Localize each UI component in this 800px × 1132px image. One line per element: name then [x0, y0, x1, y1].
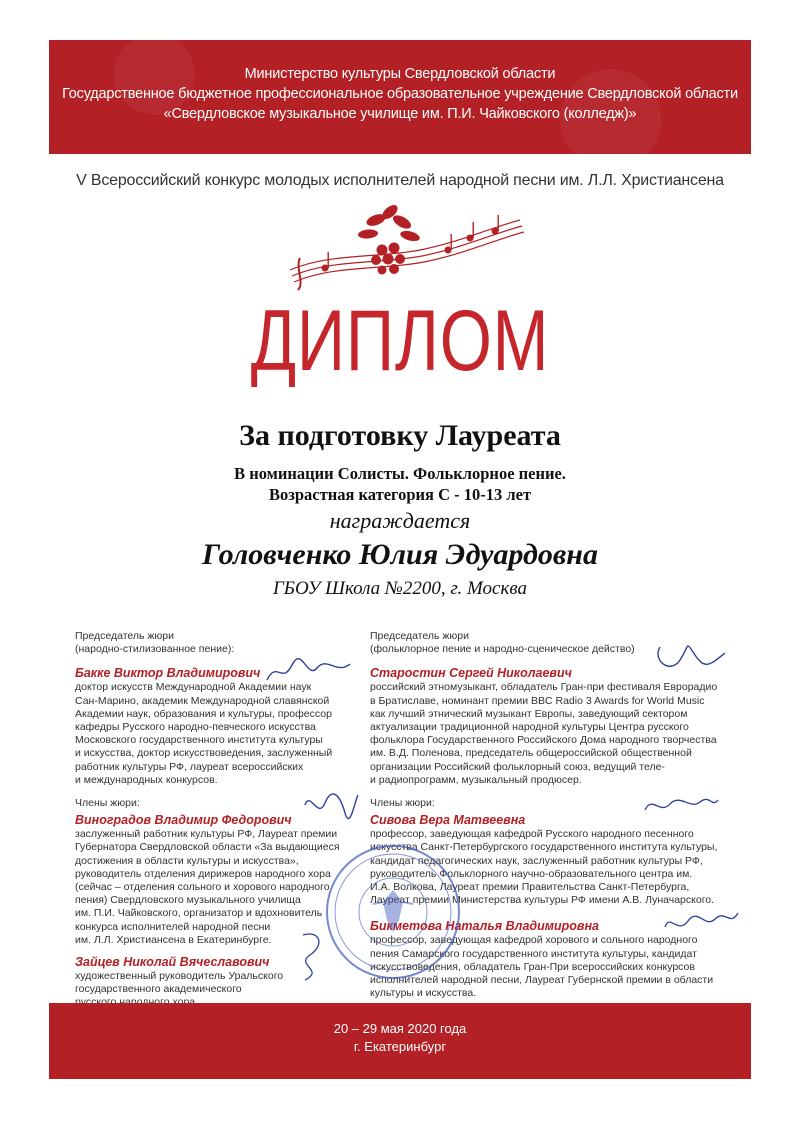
footer-banner — [49, 1003, 751, 1079]
desc-line: Сан-Марино, академик Международной славянской — [75, 694, 330, 707]
event-dates: 20 – 29 мая 2020 года — [333, 1021, 467, 1036]
desc-line: (сейчас – отделения сольного и хорового народного — [75, 881, 330, 894]
desc-line: им. В.Д. Поленова, председатель общероссийской общественной — [370, 747, 692, 760]
chair-sublabel: (фольклорное пение и народно-сценическое действо) — [370, 643, 635, 656]
age-category-line: Возрастная категория С - 10-13 лет — [268, 485, 532, 504]
member-name: Сивова Вера Матвеевна — [370, 813, 526, 828]
chair-name: Старостин Сергей Николаевич — [370, 666, 572, 681]
rowan-music-ornament-icon — [270, 198, 530, 298]
recipient-name: Головченко Юлия Эдуардовна — [202, 538, 598, 571]
desc-line: им. П.И. Чайковского, организатор и вдохновитель — [75, 907, 323, 920]
member-name: Бикметова Наталья Владимировна — [370, 919, 599, 934]
desc-line: как лучший этнический музыкант Европы, заведующий сектором — [370, 707, 688, 720]
member-name: Виноградов Владимир Федорович — [75, 813, 292, 828]
desc-line: культуры и искусства. — [370, 987, 477, 1000]
desc-line: заслуженный работник культуры РФ, Лауреат премии — [75, 828, 338, 841]
chair-sublabel: (народно-стилизованное пение): — [75, 643, 235, 656]
institution-line: Государственное бюджетное профессиональное образовательное учреждение Свердловской области — [62, 86, 738, 102]
nomination-line: В номинации Солисты. Фольклорное пение. — [234, 464, 566, 483]
awarded-label: награждается — [329, 508, 471, 533]
desc-line: кафедры Русского народно-певческого искусства — [75, 721, 316, 734]
chair-description — [370, 681, 740, 787]
members-label: Члены жюри: — [370, 797, 435, 810]
desc-line: в Братиславе, номинант премии BBC Radio 3 Awards for World Music — [370, 694, 705, 707]
desc-line: российский этномузыкант, обладатель Гран-при фестиваля Еврорадио — [370, 681, 718, 694]
chair-label: Председатель жюри — [370, 630, 470, 642]
desc-line: работник культуры РФ, лауреат всероссийских — [75, 760, 304, 773]
desc-line: им. Л.Л. Христиансена в Екатеринбурге. — [75, 933, 272, 946]
desc-line: искусства Санкт-Петербургского государственного института культуры, — [370, 841, 718, 854]
ministry-line: Министерство культуры Свердловской области — [244, 66, 556, 82]
desc-line: искусствоведения, обладатель Гран-При всероссийских конкурсов — [370, 960, 695, 973]
chair-label: Председатель жюри — [75, 630, 175, 642]
desc-line: исполнителей народной песни, Лауреат Губернской премии в области — [370, 974, 714, 987]
desc-line: руководитель Фольклорного научно-образовательного центра им. — [370, 867, 693, 880]
desc-line: достижения в области культуры и искусства», — [75, 854, 299, 867]
desc-line: Губернатора Свердловской области «За выдающиеся — [75, 841, 340, 854]
desc-line: государственного академического — [75, 983, 242, 996]
desc-line: художественный руководитель Уральского — [75, 970, 284, 983]
official-stamp-icon — [323, 842, 463, 982]
signature-bakke-icon — [262, 650, 352, 690]
desc-line: руководитель отделения дирижеров народного хора — [75, 867, 331, 880]
chair-description — [75, 681, 365, 787]
desc-line: фольклора Государственного Российского Дома народного творчества — [370, 734, 717, 747]
desc-line: профессор, заведующая кафедрой Русского народного песенного — [370, 828, 694, 841]
contest-title: V Всероссийский конкурс молодых исполнителей народной песни им. Л.Л. Христиансена — [76, 172, 724, 189]
signature-bikmetova-icon — [660, 905, 740, 940]
members-label: Члены жюри: — [75, 797, 140, 810]
signature-vinogradov-icon — [300, 785, 360, 830]
desc-line: пения Самарского государственного института культуры, кандидат — [370, 947, 697, 960]
desc-line: актуализации традиционной народной культуры Центра русского — [370, 721, 689, 734]
school-line: ГБОУ Школа №2200, г. Москва — [272, 578, 527, 599]
event-city: г. Екатеринбург — [353, 1039, 447, 1054]
desc-line: Академии наук, образования и культуры, профессор — [75, 707, 332, 720]
desc-line: организации Российский фольклорный союз, ведущий теле- — [370, 760, 665, 773]
desc-line: конкурса исполнителей народной песни — [75, 920, 271, 933]
chair-name: Бакке Виктор Владимирович — [75, 666, 261, 681]
signature-sivova-icon — [640, 790, 720, 820]
desc-line: и искусства, доктор искусствоведения, заслуженный — [75, 747, 333, 760]
desc-line: И.А. Волкова, Лауреат премии Правительства Санкт-Петербурга, — [370, 881, 690, 894]
desc-line: и международных конкурсов. — [75, 773, 218, 786]
diploma-heading: ДИПЛОМ — [250, 293, 550, 389]
desc-line: кандидат педагогических наук, заслуженный работник культуры РФ, — [370, 854, 703, 867]
nomination-block — [0, 463, 800, 505]
member-name: Зайцев Николай Вячеславович — [75, 955, 270, 970]
desc-line: Лауреат премии Министерства культуры РФ имени А.В. Луначарского. — [370, 894, 715, 907]
desc-line: профессор, заведующая кафедрой хорового и сольного народного — [370, 934, 698, 947]
desc-line: и радиопрограмм, музыкальный продюсер. — [370, 773, 582, 786]
desc-line: доктор искусств Международной Академии наук — [75, 681, 312, 694]
desc-line: Московского государственного института культуры — [75, 734, 323, 747]
signature-starostin-icon — [650, 635, 730, 680]
header-banner — [49, 40, 751, 154]
desc-line: пения) Свердловского музыкального училища — [75, 894, 301, 907]
award-title: За подготовку Лауреата — [239, 419, 561, 452]
college-line: «Свердловское музыкальное училище им. П.И. Чайковского (колледж)» — [163, 106, 637, 122]
